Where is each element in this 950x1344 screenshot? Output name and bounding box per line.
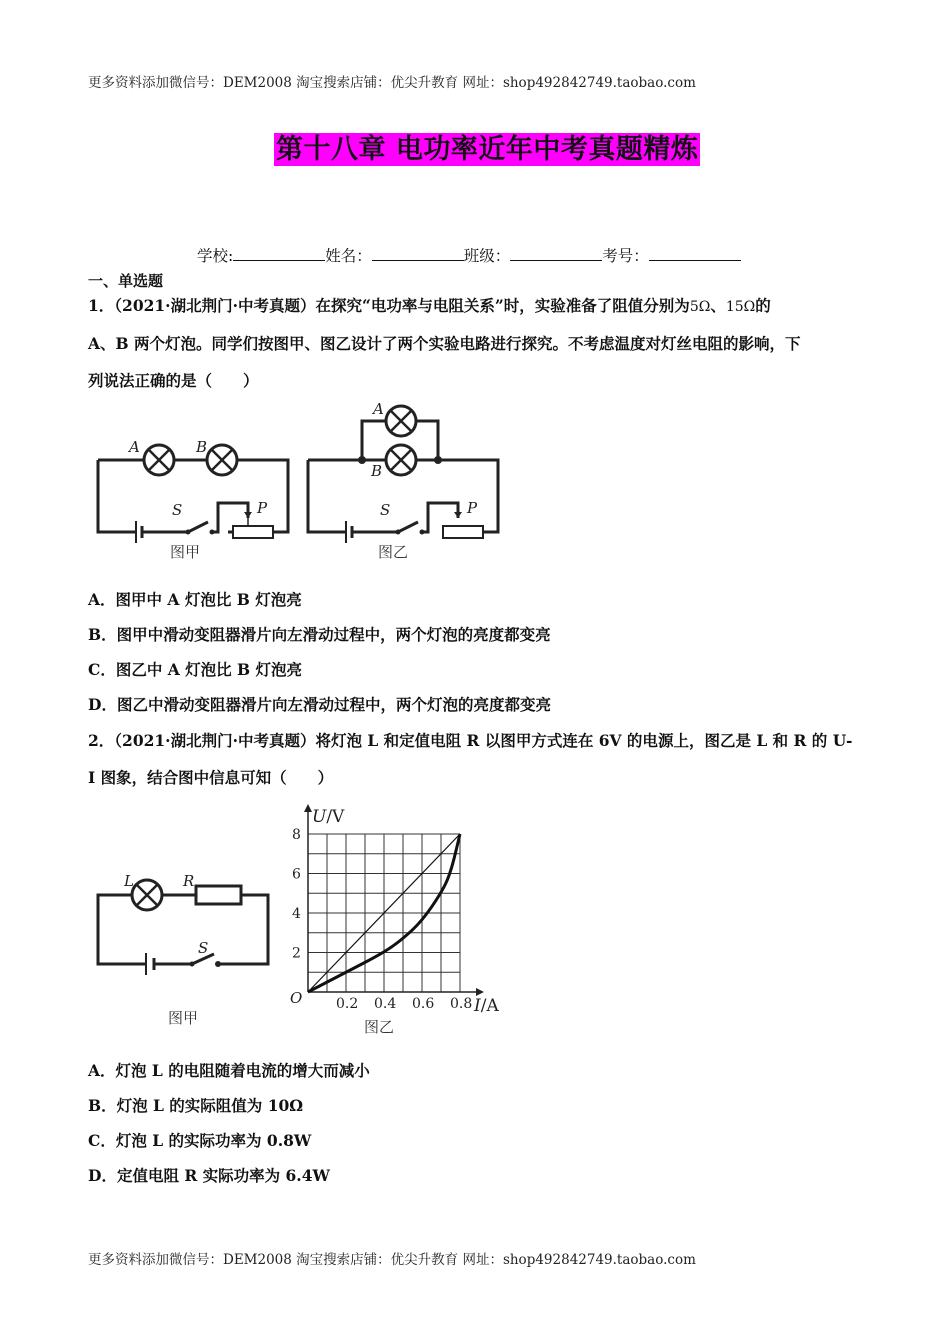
label-s: S [198,939,209,957]
y-axis-arrow-icon [304,804,312,812]
school-blank [233,246,325,261]
junction-icon [358,456,366,464]
q1-text-a: 1．（2021·湖北荆门·中考真题）在探究“电功率与电阻关系”时，实验准备了阻值分别为 [88,296,690,315]
page-header: 更多资料添加微信号：DEM2008 淘宝搜索店铺：优尖升教育 网址：shop492842749.taobao.com [88,75,696,91]
resistor-icon [196,886,241,904]
x-axis-label: I/A [474,996,499,1016]
q1-option-a[interactable]: A．图甲中 A 灯泡比 B 灯泡亮 [88,590,302,609]
switch-dot-icon [420,530,425,535]
q1-line3: 列说法正确的是（ ） [88,371,259,390]
y-tick-label: 4 [292,906,301,922]
q2-option-b[interactable]: B．灯泡 L 的实际阻值为 10Ω [88,1096,304,1115]
name-blank [372,246,464,261]
q2-line1: 2．（2021·湖北荆门·中考真题）将灯泡 L 和定值电阻 R 以图甲方式连在 6V 的电源上，图乙是 L 和 R 的 U- [88,731,853,750]
q1-ohm1: 5Ω [689,299,711,315]
q2-option-d[interactable]: D．定值电阻 R 实际功率为 6.4W [88,1166,330,1185]
q1-option-d[interactable]: D．图乙中滑动变阻器滑片向左滑动过程中，两个灯泡的亮度都变亮 [88,695,551,714]
section-title: 一、单选题 [88,272,164,290]
chart-ticks [292,827,472,1012]
label-p: P [467,499,478,517]
name-label: 姓名： [325,247,372,265]
y-tick-label: 6 [292,866,301,883]
label-s: S [380,501,391,519]
number-label: 考号： [602,247,649,265]
lamp-l-icon [132,880,162,910]
number-blank [649,246,741,261]
battery-icon [136,521,142,543]
label-p: P [257,499,268,517]
rheostat-icon [443,526,483,538]
caption-a: 图甲 [168,1009,199,1027]
y-axis-label: U/V [312,807,345,827]
rheostat-icon [233,526,273,538]
q1-line1 [88,294,771,316]
chart-axes [304,804,484,996]
label-l: L [124,872,134,890]
class-blank [510,246,602,261]
y-tick-label: 8 [292,827,301,843]
q2-chart [278,800,510,1040]
q1-text-b: 的 [755,296,771,315]
caption-b: 图乙 [364,1018,395,1036]
caption-b: 图乙 [378,543,409,561]
x-tick-label: 0.6 [412,996,435,1012]
battery-icon [146,953,154,975]
x-tick-label: 0.2 [336,996,359,1012]
lamp-b-icon [386,445,416,475]
label-r: R [183,872,195,890]
q2-option-c[interactable]: C．灯泡 L 的实际功率为 0.8W [88,1131,312,1150]
lamp-a-icon [144,445,174,475]
label-a: A [373,400,384,418]
q1-figure-a [88,425,298,565]
q2-line2: I 图象，结合图中信息可知（ ） [88,768,334,787]
slider-arrow-icon [454,512,462,518]
switch-dot-icon [186,530,191,535]
origin-label: O [290,989,303,1007]
q1-option-b[interactable]: B．图甲中滑动变阻器滑片向左滑动过程中，两个灯泡的亮度都变亮 [88,625,551,644]
page-footer: 更多资料添加微信号：DEM2008 淘宝搜索店铺：优尖升教育 网址：shop492842749.taobao.com [88,1252,696,1268]
caption-a: 图甲 [170,543,201,561]
q1-sep: 、 [710,296,726,315]
q1-line2: A、B 两个灯泡。同学们按图甲、图乙设计了两个实验电路进行探究。不考虑温度对灯丝电阻的影响，下 [88,334,801,353]
label-b: B [196,438,208,456]
switch-dot-icon [396,530,401,535]
label-s: S [172,501,183,519]
x-axis-arrow-icon [476,988,484,996]
label-b: B [371,462,383,480]
student-info [197,244,741,266]
y-tick-label: 2 [292,945,301,962]
label-a: A [129,438,140,456]
x-tick-label: 0.8 [450,996,473,1012]
lamp-a-icon [386,406,416,436]
q2-figure-a [88,866,278,1031]
q1-ohm2: 15Ω [725,299,756,315]
switch-dot-icon [215,961,221,967]
switch-dot-icon [210,530,215,535]
lamp-b-icon [207,445,237,475]
class-label: 班级： [463,247,511,265]
school-label: 学校: [197,247,234,265]
q1-option-c[interactable]: C．图乙中 A 灯泡比 B 灯泡亮 [88,660,303,679]
x-tick-label: 0.4 [374,996,397,1012]
switch-dot-icon [190,962,195,967]
q1-figure-b [298,398,510,565]
battery-icon [346,521,352,543]
q2-option-a[interactable]: A．灯泡 L 的电阻随着电流的增大而减小 [88,1061,370,1080]
junction-icon [434,456,442,464]
page-title: 第十八章 电功率近年中考真题精炼 [276,134,699,165]
